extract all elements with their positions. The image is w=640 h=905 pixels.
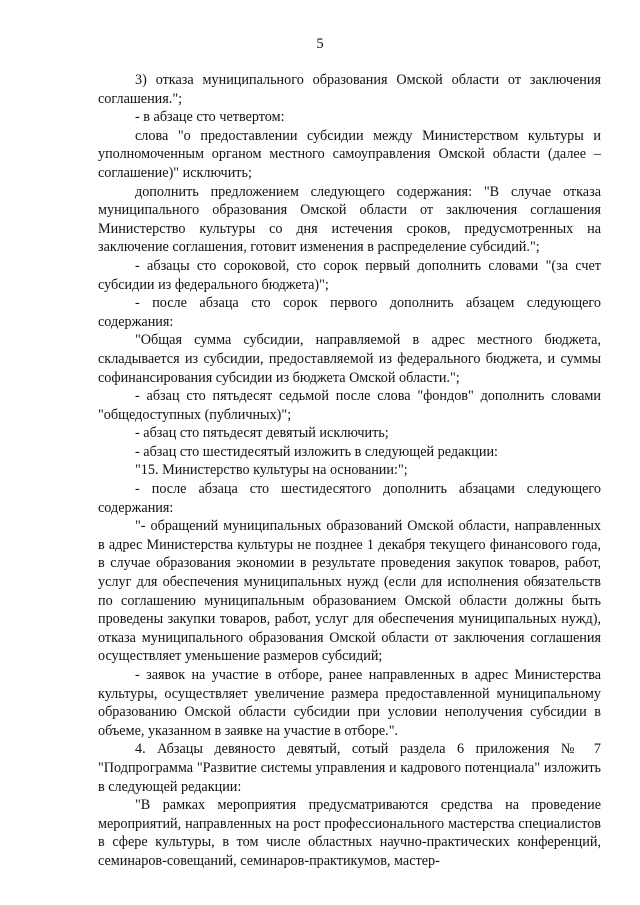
paragraph: - абзац сто шестидесятый изложить в следующей редакции: <box>135 443 498 460</box>
paragraph: - абзацы сто сороковой, сто сорок первый дополнить словами "(за счет субсидии из федерального бюджета)"; <box>98 257 601 293</box>
paragraph: 4. Абзацы девяносто девятый, сотый раздела 6 приложения № 7 "Подпрограмма "Развитие системы управления и кадрового потенциала" изложить в следующей редакции: <box>98 741 601 795</box>
paragraph: - абзац сто пятьдесят девятый исключить; <box>135 425 389 442</box>
paragraph: - после абзаца сто шестидесятого дополнить абзацами следующего содержания: <box>98 481 601 516</box>
paragraph: дополнить предложением следующего содержания: "В случае отказа муниципального образования Омской области от заключения соглашения Министерство культуры со дня истечения сроков, предусмотренных на заключение соглашения, готовит изменения в распределение субсидий."; <box>98 183 601 256</box>
document-body <box>98 71 601 871</box>
paragraph: "- обращений муниципальных образований Омской области, направленных в адрес Министерства культуры не позднее 1 декабря текущего финансового года, в случае образования экономии в результате проведения закупок товаров, работ, услуг для обеспечения муниципальных нужд (если для исполнения обязательств по соглашению муниципальным образованием Омской области должны быть проведены закупки товаров, работ, услуг для обеспечения муниципальных нужд), отказа муниципального образования Омской области от заключения соглашения осуществляет уменьшение размеров субсидий; <box>98 518 601 665</box>
paragraph: "Общая сумма субсидии, направляемой в адрес местного бюджета, складывается из субсидии, предоставляемой из федерального бюджета, и суммы софинансирования субсидии из бюджета Омской области."; <box>98 332 601 386</box>
paragraph: - заявок на участие в отборе, ранее направленных в адрес Министерства культуры, осуществляет увеличение размера предоставленной муниципальному образованию Омской области субсидии при условии неполучения субсидии в объеме, указанном в заявке на участие в отборе.". <box>98 667 601 739</box>
paragraph: - абзац сто пятьдесят седьмой после слова "фондов" дополнить словами "общедоступных (публичных)"; <box>98 388 601 423</box>
paragraph: слова "о предоставлении субсидии между Министерством культуры и уполномоченным органом местного самоуправления Омской области (далее – соглашение)" исключить; <box>98 127 601 181</box>
paragraph: "В рамках мероприятия предусматриваются средства на проведение мероприятий, направленных на рост профессионального мастерства специалистов в сфере культуры, в том числе областных научно-практических конференций, семинаров-совещаний, семинаров-практикумов, мастер- <box>98 797 601 869</box>
page-number: 5 <box>316 36 324 52</box>
paragraph: 3) отказа муниципального образования Омской области от заключения соглашения."; <box>98 72 601 107</box>
paragraph: - после абзаца сто сорок первого дополнить абзацем следующего содержания: <box>98 295 601 330</box>
paragraph: - в абзаце сто четвертом: <box>135 109 285 126</box>
paragraph: "15. Министерство культуры на основании:"; <box>135 462 408 479</box>
